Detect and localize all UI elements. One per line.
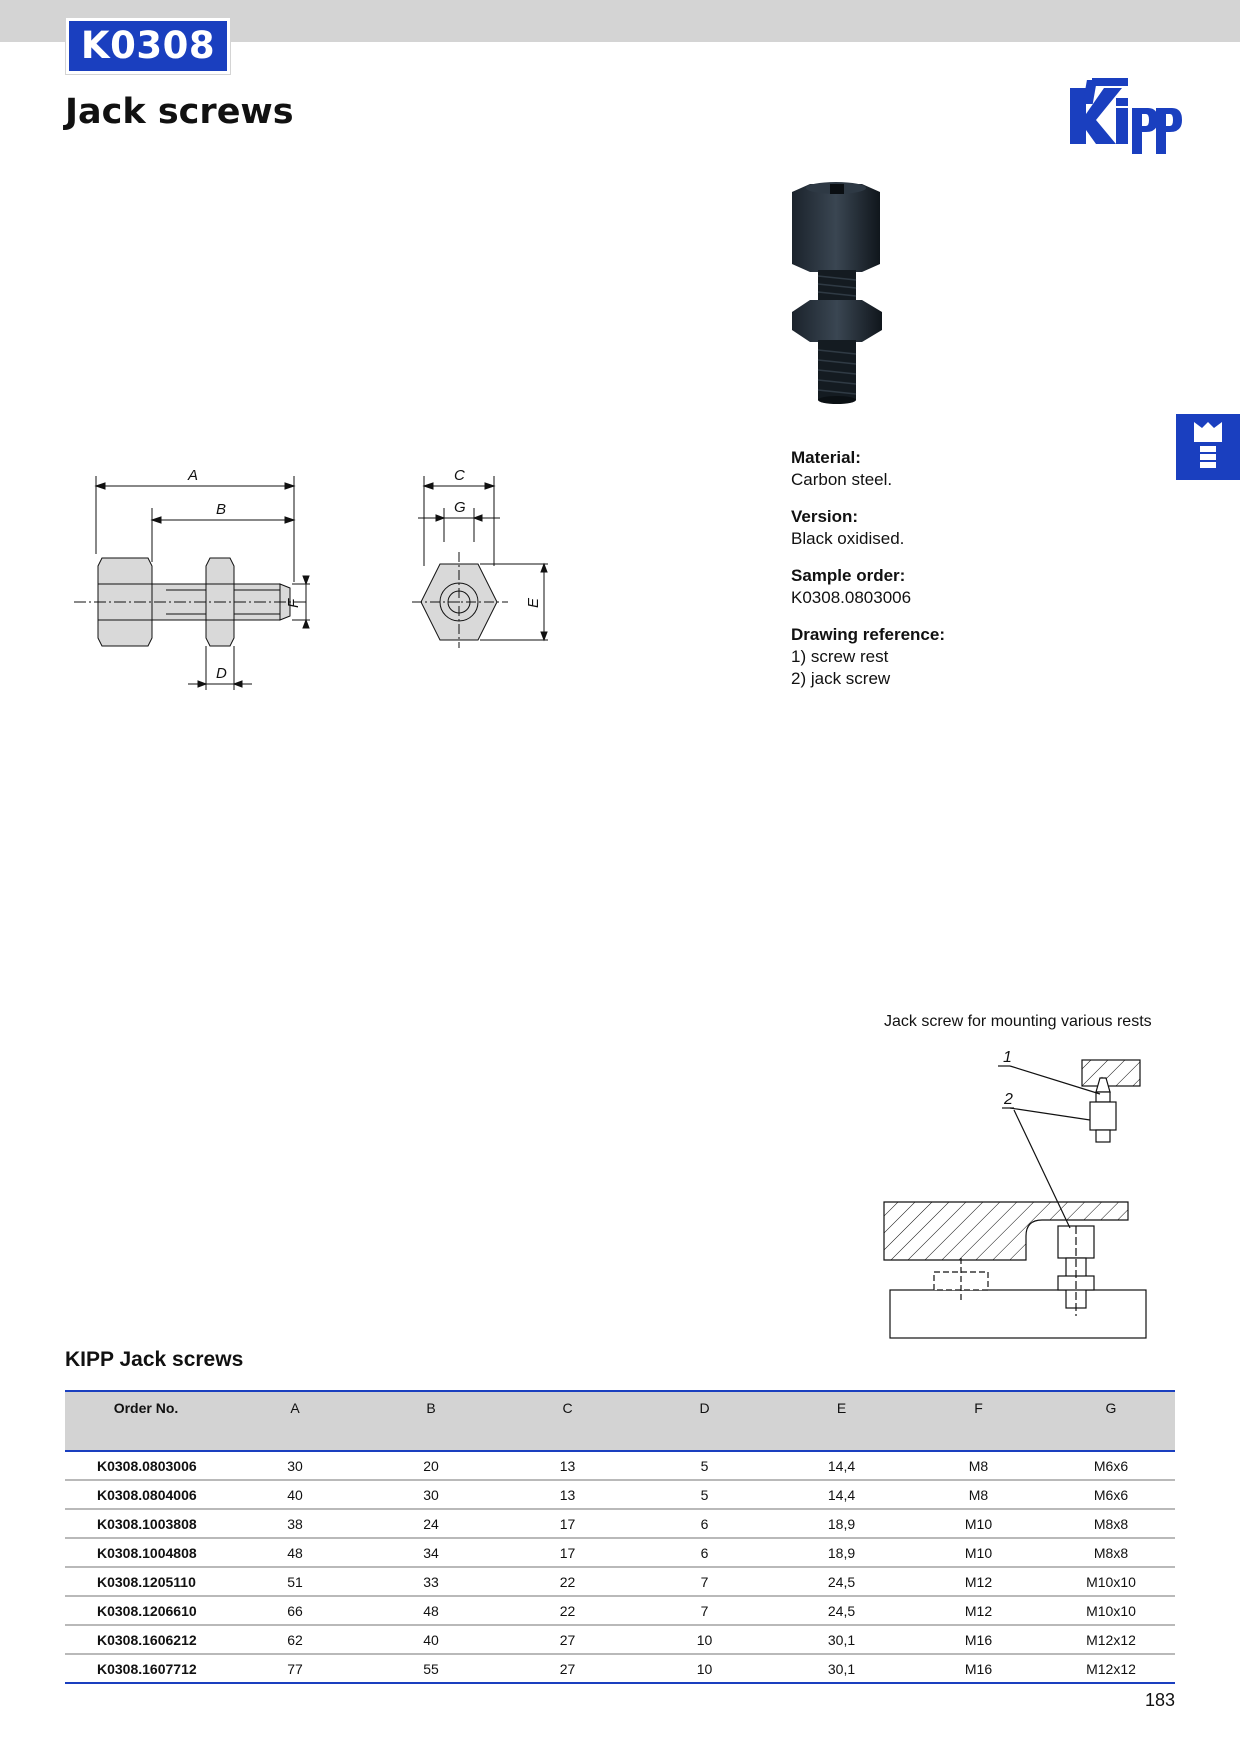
order-number-cell: K0308.1206610 [65,1596,227,1625]
column-header: B [363,1391,499,1451]
table-row [65,1567,1175,1596]
table-row [65,1480,1175,1509]
dim-label-e: E [525,597,542,608]
application-drawing [880,1050,1150,1340]
table-cell: 34 [363,1538,499,1567]
product-photo [780,180,900,420]
table-cell: 38 [227,1509,363,1538]
product-table [65,1390,1175,1684]
table-cell: 17 [499,1509,636,1538]
table-cell: M12x12 [1047,1654,1175,1683]
column-header: F [910,1391,1047,1451]
table-cell: M16 [910,1654,1047,1683]
table-cell: M10 [910,1509,1047,1538]
dim-label-a: A [188,467,199,484]
table-cell: M10x10 [1047,1567,1175,1596]
order-number-cell: K0308.0804006 [65,1480,227,1509]
spec-version [791,506,1121,550]
table-cell: 27 [499,1654,636,1683]
table-cell: 24 [363,1509,499,1538]
spec-label: Drawing reference: [791,625,945,644]
spec-sample-order [791,565,1121,609]
table-cell: M12x12 [1047,1625,1175,1654]
table-cell: 62 [227,1625,363,1654]
table-row [65,1654,1175,1683]
table-cell: 18,9 [773,1538,910,1567]
reference-label-1: 1 [1003,1050,1012,1066]
order-number-cell: K0308.1003808 [65,1509,227,1538]
table-row [65,1451,1175,1480]
spec-label: Material: [791,448,861,467]
table-cell: M10 [910,1538,1047,1567]
table-cell: 40 [363,1625,499,1654]
table-cell: M6x6 [1047,1480,1175,1509]
table-cell: 6 [636,1538,773,1567]
column-header: Order No. [65,1391,227,1451]
spec-drawing-reference [791,624,1121,690]
screw-category-icon [1176,414,1240,480]
table-cell: 10 [636,1625,773,1654]
side-view-drawing [70,462,310,698]
table-cell: 10 [636,1654,773,1683]
table-row [65,1509,1175,1538]
order-number-cell: K0308.1607712 [65,1654,227,1683]
table-cell: 30,1 [773,1625,910,1654]
table-cell: M8x8 [1047,1538,1175,1567]
table-cell: 13 [499,1451,636,1480]
table-cell: 27 [499,1625,636,1654]
specifications [791,447,1121,705]
dim-label-g: G [454,499,466,516]
table-cell: M10x10 [1047,1596,1175,1625]
table-cell: 55 [363,1654,499,1683]
table-cell: 14,4 [773,1451,910,1480]
category-tab[interactable] [1176,414,1240,480]
table-cell: 22 [499,1596,636,1625]
table-cell: M16 [910,1625,1047,1654]
table-cell: 24,5 [773,1596,910,1625]
order-number-cell: K0308.1205110 [65,1567,227,1596]
product-code-badge: K0308 [66,18,230,74]
column-header: C [499,1391,636,1451]
table-cell: M8 [910,1480,1047,1509]
table-cell: M12 [910,1596,1047,1625]
table-cell: 33 [363,1567,499,1596]
page-number: 183 [1145,1690,1176,1710]
table-cell: M12 [910,1567,1047,1596]
spec-label: Sample order: [791,566,906,585]
table-cell: 14,4 [773,1480,910,1509]
table-cell: 18,9 [773,1509,910,1538]
dim-label-c: C [454,467,465,484]
dim-label-b: B [216,501,227,518]
table-cell: M8 [910,1451,1047,1480]
table-cell: M6x6 [1047,1451,1175,1480]
column-header: E [773,1391,910,1451]
order-number-cell: K0308.1606212 [65,1625,227,1654]
column-header: G [1047,1391,1175,1451]
table-cell: 17 [499,1538,636,1567]
table-cell: 7 [636,1596,773,1625]
table-cell: 30 [227,1451,363,1480]
dim-label-d: D [216,665,227,682]
table-cell: 13 [499,1480,636,1509]
table-cell: M8x8 [1047,1509,1175,1538]
table-cell: 6 [636,1509,773,1538]
dim-label-f: F [285,598,302,608]
application-caption: Jack screw for mounting various rests [884,1013,1152,1030]
spec-label: Version: [791,507,859,526]
table-cell: 66 [227,1596,363,1625]
table-cell: 77 [227,1654,363,1683]
spec-value: Carbon steel. [791,470,893,489]
table-cell: 40 [227,1480,363,1509]
spec-value: 2) jack screw [791,669,891,688]
table-row [65,1625,1175,1654]
spec-value: 1) screw rest [791,647,889,666]
table-cell: 51 [227,1567,363,1596]
order-number-cell: K0308.0803006 [65,1451,227,1480]
table-row [65,1596,1175,1625]
column-header: A [227,1391,363,1451]
table-cell: 30,1 [773,1654,910,1683]
kipp-logo [1066,74,1182,160]
spec-material [791,447,1121,491]
table-header-row [65,1391,1175,1451]
table-cell: 5 [636,1480,773,1509]
table-cell: 24,5 [773,1567,910,1596]
table-title: KIPP Jack screws [65,1348,244,1371]
reference-label-2: 2 [1004,1091,1013,1108]
spec-value: Black oxidised. [791,529,905,548]
table-row [65,1538,1175,1567]
spec-value: K0308.0803006 [791,588,912,607]
column-header: D [636,1391,773,1451]
table-cell: 5 [636,1451,773,1480]
table-cell: 20 [363,1451,499,1480]
table-cell: 22 [499,1567,636,1596]
front-view-drawing [410,462,560,652]
table-cell: 30 [363,1480,499,1509]
page-title: Jack screws [65,92,294,132]
table-cell: 48 [227,1538,363,1567]
table-cell: 7 [636,1567,773,1596]
table-cell: 48 [363,1596,499,1625]
order-number-cell: K0308.1004808 [65,1538,227,1567]
